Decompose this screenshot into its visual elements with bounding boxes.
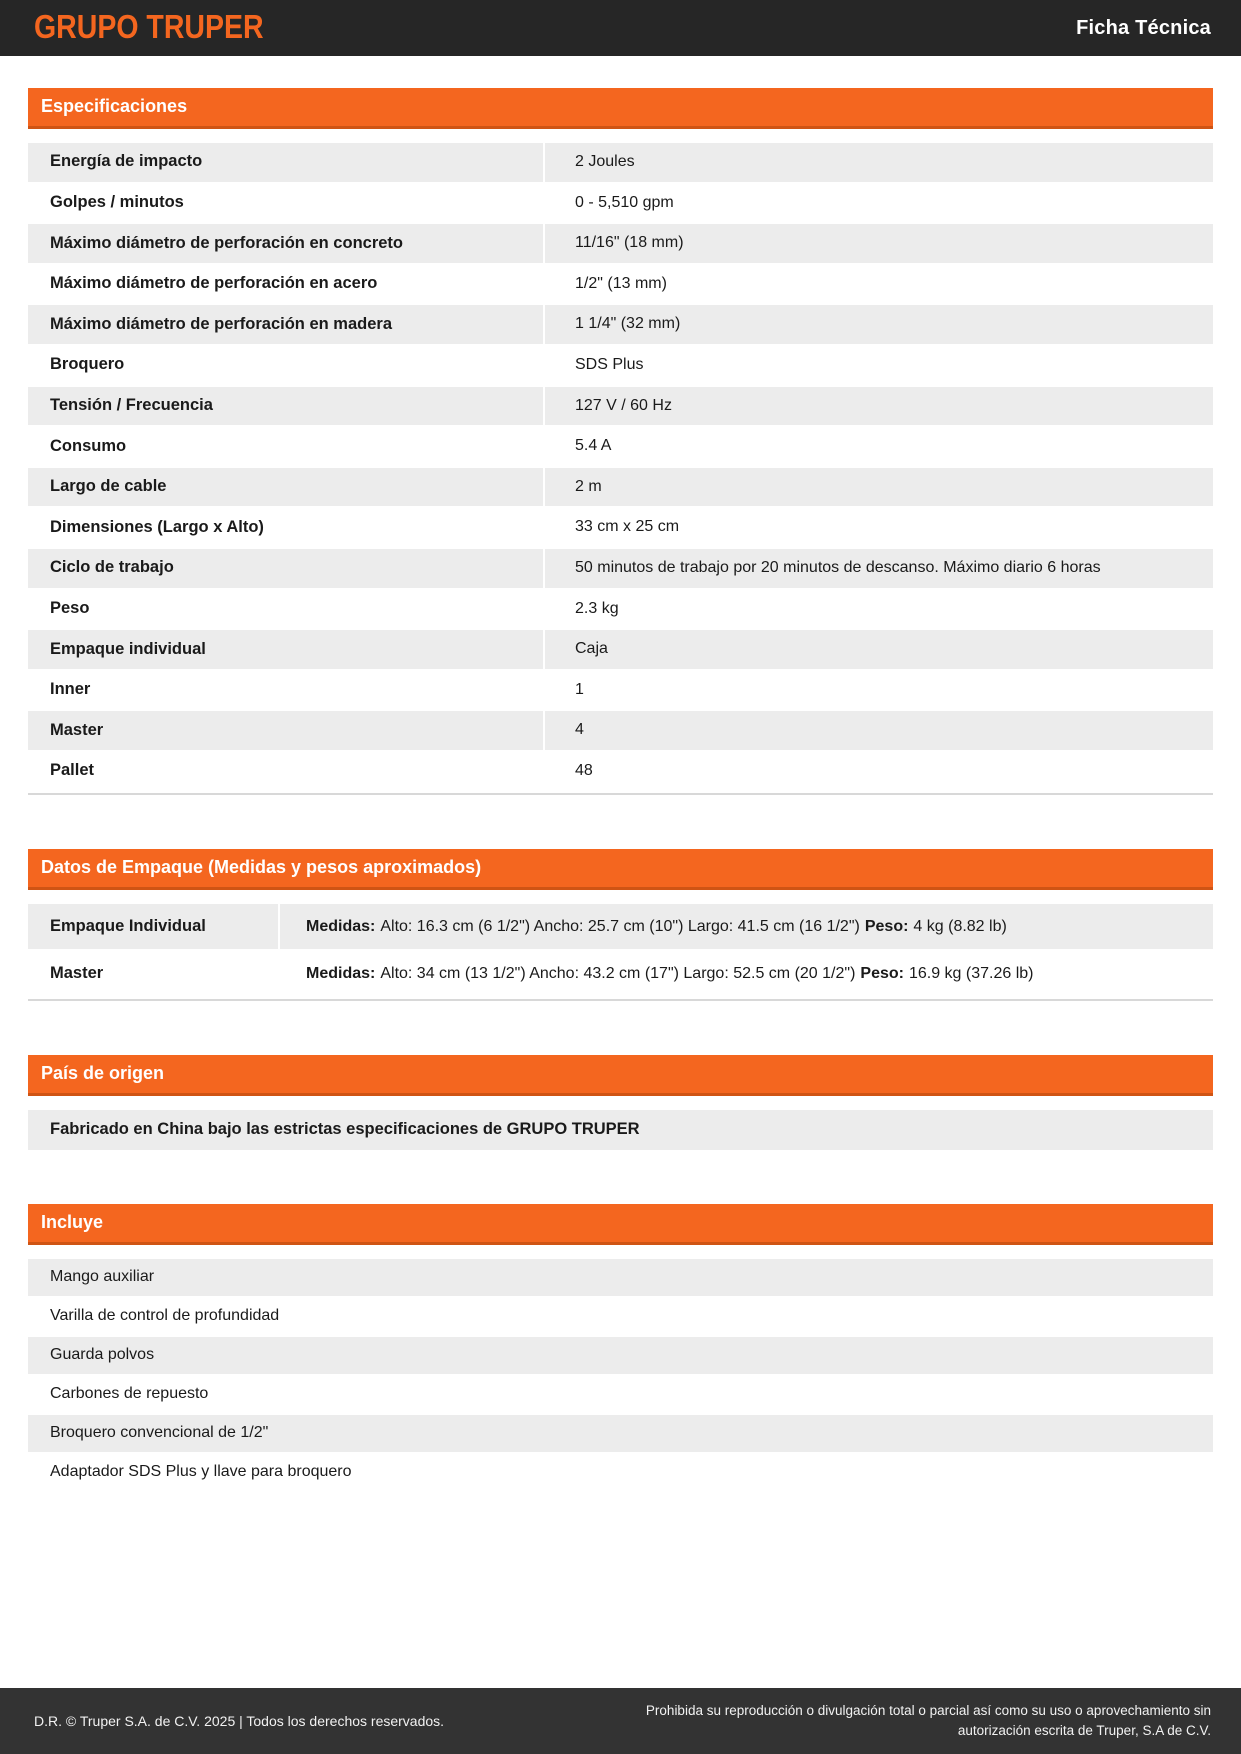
document-type-title: Ficha Técnica [1076,16,1211,39]
table-row [28,427,1213,466]
grupo-truper-logo: GRUPO TRUPER [34,8,264,46]
list-item: Carbones de repuesto [28,1376,1213,1413]
table-row [28,346,1213,385]
peso-text: 4 kg (8.82 lb) [913,917,1007,935]
table-bottom-divider [28,793,1213,795]
spec-value: 11/16" (18 mm) [545,224,1213,263]
medidas-label: Medidas: [306,965,376,983]
table-row [28,305,1213,344]
medidas-text: Alto: 16.3 cm (6 1/2") Ancho: 25.7 cm (10") Largo: 41.5 cm (16 1/2") [380,917,860,935]
table-row [28,468,1213,507]
medidas-label: Medidas: [306,917,376,935]
spec-value: 127 V / 60 Hz [545,387,1213,426]
spec-label: Máximo diámetro de perforación en concreto [28,224,543,263]
spec-label: Máximo diámetro de perforación en acero [28,265,543,304]
page-content [0,88,1241,1491]
table-row [28,711,1213,750]
spec-value: 4 [545,711,1213,750]
peso-label: Peso: [864,917,909,935]
spec-label: Tensión / Frecuencia [28,387,543,426]
legal-notice-text: Prohibida su reproducción o divulgación total o parcial así como su uso o aprovechamiento sin autorización escrita de Truper, S.A de C.V. [645,1702,1211,1738]
list-item: Mango auxiliar [28,1259,1213,1296]
table-row [28,143,1213,182]
section-header-incluye: Incluye [28,1204,1213,1245]
packaging-table [28,904,1213,1001]
top-header-bar [0,0,1241,56]
packaging-value [280,951,1213,997]
spec-value: 50 minutos de trabajo por 20 minutos de descanso. Máximo diario 6 horas [545,549,1213,588]
spec-label: Inner [28,671,543,710]
spec-value: 2 m [545,468,1213,507]
includes-list [28,1259,1213,1491]
section-header-datos-empaque: Datos de Empaque (Medidas y pesos aproximados) [28,849,1213,890]
spec-value: 2.3 kg [545,590,1213,629]
table-row [28,904,1213,950]
spec-value: 1 1/4" (32 mm) [545,305,1213,344]
packaging-label: Master [28,951,278,997]
table-row [28,184,1213,223]
list-item: Adaptador SDS Plus y llave para broquero [28,1454,1213,1491]
spec-label: Empaque individual [28,630,543,669]
table-bottom-divider [28,999,1213,1001]
spec-label: Energía de impacto [28,143,543,182]
table-row [28,590,1213,629]
spec-value: Caja [545,630,1213,669]
spec-value: 1/2" (13 mm) [545,265,1213,304]
copyright-text: D.R. © Truper S.A. de C.V. 2025 | Todos los derechos reservados. [34,1713,445,1729]
spec-value: 33 cm x 25 cm [545,508,1213,547]
spec-label: Ciclo de trabajo [28,549,543,588]
packaging-value [280,904,1213,950]
origin-statement: Fabricado en China bajo las estrictas especificaciones de GRUPO TRUPER [28,1110,1213,1150]
medidas-text: Alto: 34 cm (13 1/2") Ancho: 43.2 cm (17") Largo: 52.5 cm (20 1/2") [380,965,856,983]
spec-label: Consumo [28,427,543,466]
table-row [28,224,1213,263]
spec-value: 48 [545,752,1213,791]
list-item: Guarda polvos [28,1337,1213,1374]
peso-text: 16.9 kg (37.26 lb) [908,965,1034,983]
spec-label: Peso [28,590,543,629]
spec-label: Dimensiones (Largo x Alto) [28,508,543,547]
packaging-label: Empaque Individual [28,904,278,950]
spec-label: Pallet [28,752,543,791]
table-row [28,265,1213,304]
spec-value: 0 - 5,510 gpm [545,184,1213,223]
specs-table [28,143,1213,795]
table-row [28,549,1213,588]
spec-value: 5.4 A [545,427,1213,466]
table-row [28,630,1213,669]
spec-value: 2 Joules [545,143,1213,182]
table-row [28,671,1213,710]
spec-label: Master [28,711,543,750]
list-item: Broquero convencional de 1/2" [28,1415,1213,1452]
footer-bar [0,1688,1241,1754]
section-header-especificaciones: Especificaciones [28,88,1213,129]
spec-label: Golpes / minutos [28,184,543,223]
spec-value: SDS Plus [545,346,1213,385]
table-row [28,951,1213,997]
table-row [28,508,1213,547]
table-row [28,752,1213,791]
spec-label: Largo de cable [28,468,543,507]
section-header-pais-origen: País de origen [28,1055,1213,1096]
table-row [28,387,1213,426]
spec-label: Máximo diámetro de perforación en madera [28,305,543,344]
peso-label: Peso: [860,965,904,983]
list-item: Varilla de control de profundidad [28,1298,1213,1335]
spec-value: 1 [545,671,1213,710]
spec-label: Broquero [28,346,543,385]
